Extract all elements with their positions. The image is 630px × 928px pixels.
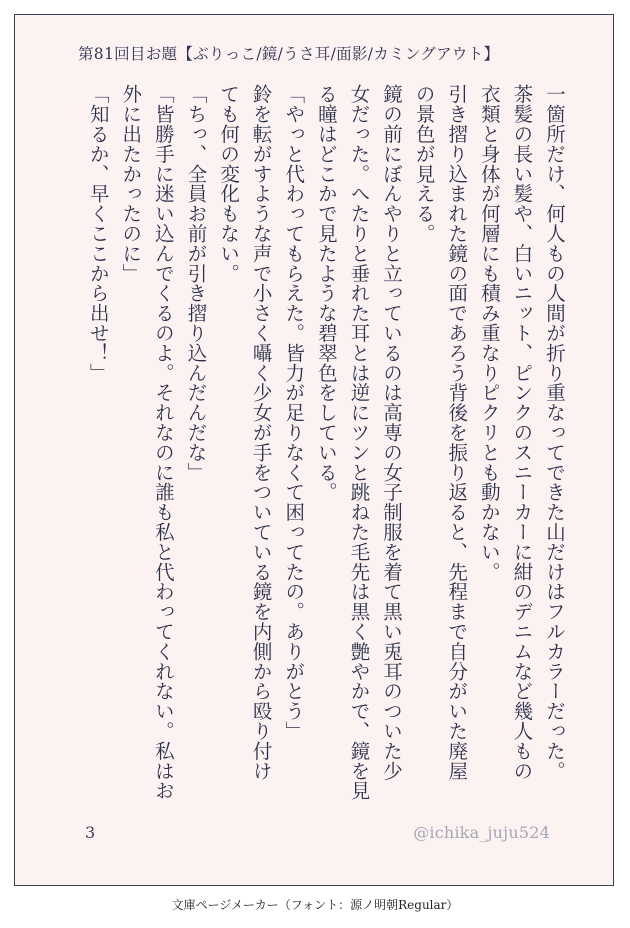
author-handle: @ichika_juju524 [413, 823, 550, 842]
text-line: 「皆勝手に迷い込んでくるのよ。それなのに誰も私と代わってくれない。私はお [151, 84, 175, 801]
text-line: ても何の変化もない。 [217, 84, 241, 283]
text-line: 鈴を転がすような声で小さく囁く少女が手をついている鏡を内側から殴り付け [249, 84, 273, 781]
text-line: 一箇所だけ、何人もの人間が折り重なってできた山だけはフルカラーだった。 [543, 84, 566, 781]
text-line: 「知るか、早くここから出せ！」 [86, 84, 110, 383]
text-line: 外に出たかったのに」 [119, 84, 143, 283]
prompt-title: 第81回目お題【ぶりっこ/鏡/うさ耳/面影/カミングアウト】 [78, 45, 500, 63]
text-line: 茶髪の長い髪や、白いニット、ピンクのスニーカーに紺のデニムなど幾人もの [510, 84, 534, 781]
page-number: 3 [85, 823, 96, 842]
text-line: 「ちっ、全員お前が引き摺り込んだんだな」 [184, 84, 208, 482]
text-line: 衣類と身体が何層にも積み重なりピクリとも動かない。 [477, 84, 501, 582]
text-line: 鏡の前にぼんやりと立っているのは高専の女子制服を着て黒い兎耳のついた少 [380, 84, 404, 781]
text-line: の景色が見える。 [412, 84, 436, 244]
vertical-story-text [86, 84, 570, 801]
text-line: る瞳はどこかで見たような碧翠色をしている。 [314, 84, 338, 502]
text-line: 女だった。へたりと垂れた耳とは逆にツンと跳ねた毛先は黒く艶やかで、鏡を見 [347, 84, 371, 801]
text-line: 引き摺り込まれた鏡の面であろう背後を振り返ると、先程まで自分がいた廃屋 [445, 84, 469, 781]
generator-credit: 文庫ページメーカー（フォント：源ノ明朝Regular） [171, 898, 459, 912]
text-line: 「やっと代わってもらえた。皆力が足りなくて困ってたの。ありがとう」 [282, 84, 306, 741]
